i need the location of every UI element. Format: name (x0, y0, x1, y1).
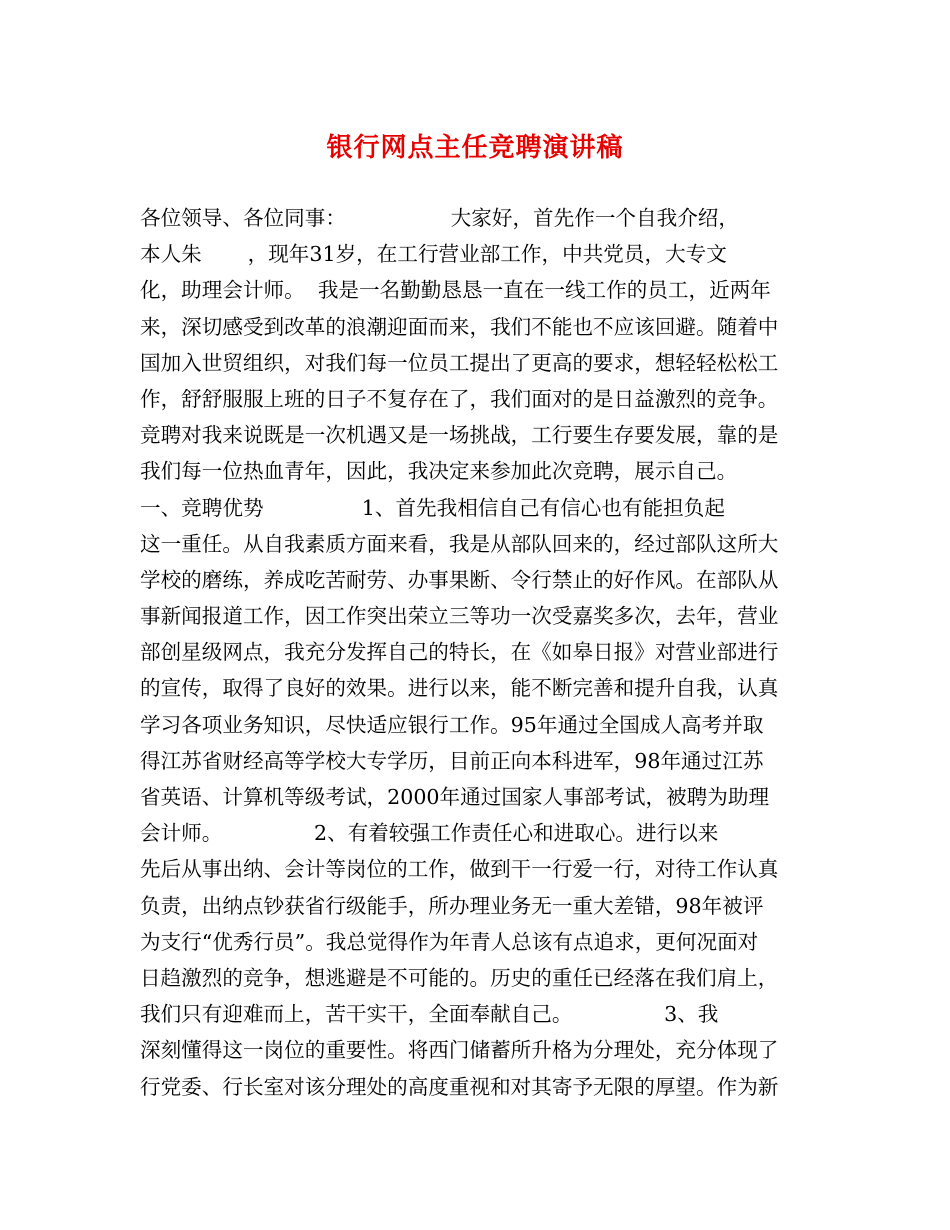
body-line-6: 作，舒舒服服上班的日子不复存在了，我们面对的是日益激烈的竞争。 (140, 386, 779, 411)
body-line-13: 部创星级网点，我充分发挥自己的特长，在《如皋日报》对营业部进行 (140, 640, 779, 665)
body-line-9: 一、竞聘优势 1、首先我相信自己有信心也有能担负起 (140, 495, 725, 520)
body-line-22: 日趋激烈的竞争，想逃避是不可能的。历史的重任已经落在我们肩上， (140, 965, 779, 990)
body-line-20: 负责，出纳点钞获省行级能手，所办理业务无一重大差错，98年被评 (140, 893, 764, 918)
body-line-11: 学校的磨练，养成吃苦耐劳、办事果断、令行禁止的好作风。在部队从 (140, 567, 779, 592)
body-line-16: 得江苏省财经高等学校大专学历，目前正向本科进军，98年通过江苏 (140, 748, 764, 773)
body-line-15: 学习各项业务知识，尽快适应银行工作。95年通过全国成人高考并取 (140, 712, 764, 737)
body-line-10: 这一重任。从自我素质方面来看，我是从部队回来的，经过部队这所大 (140, 531, 779, 556)
body-line-12: 事新闻报道工作，因工作突出荣立三等功一次受嘉奖多次，去年，营业 (140, 604, 779, 629)
body-line-2: 本人朱 ，现年31岁，在工行营业部工作，中共党员，大专文 (140, 242, 727, 267)
body-line-5: 国加入世贸组织，对我们每一位员工提出了更高的要求，想轻轻松松工 (140, 350, 779, 375)
body-line-23: 我们只有迎难而上，苦干实干，全面奉献自己。 3、我 (140, 1002, 719, 1027)
page-title: 银行网点主任竞聘演讲稿 (326, 133, 624, 163)
body-line-21: 为支行“优秀行员”。我总觉得作为年青人总该有点追求，更何况面对 (140, 929, 759, 954)
body-line-3: 化，助理会计师。 我是一名勤勤恳恳一直在一线工作的员工，近两年 (140, 278, 771, 303)
body-line-17: 省英语、计算机等级考试，2000年通过国家人事部考试，被聘为助理 (140, 785, 770, 809)
body-line-19: 先后从事出纳、会计等岗位的工作，做到干一行爱一行，对待工作认真 (140, 857, 779, 882)
body-line-18: 会计师。 2、有着较强工作责任心和进取心。进行以来 (140, 821, 719, 846)
speech-body (140, 200, 820, 1105)
body-line-24: 深刻懂得这一岗位的重要性。将西门储蓄所升格为分理处，充分体现了 (140, 1038, 779, 1063)
body-line-8: 我们每一位热血青年，因此，我决定来参加此次竞聘，展示自己。 (140, 459, 738, 484)
body-line-4: 来，深切感受到改革的浪潮迎面而来，我们不能也不应该回避。随着中 (140, 314, 779, 339)
body-line-1: 各位领导、各位同事： 大家好，首先作一个自我介绍， (140, 206, 739, 230)
body-line-25: 行党委、行长室对该分理处的高度重视和对其寄予无限的厚望。作为新 (140, 1074, 779, 1099)
body-line-7: 竞聘对我来说既是一次机遇又是一场挑战，工行要生存要发展，靠的是 (140, 423, 779, 448)
body-line-14: 的宣传，取得了良好的效果。进行以来，能不断完善和提升自我，认真 (140, 676, 779, 701)
